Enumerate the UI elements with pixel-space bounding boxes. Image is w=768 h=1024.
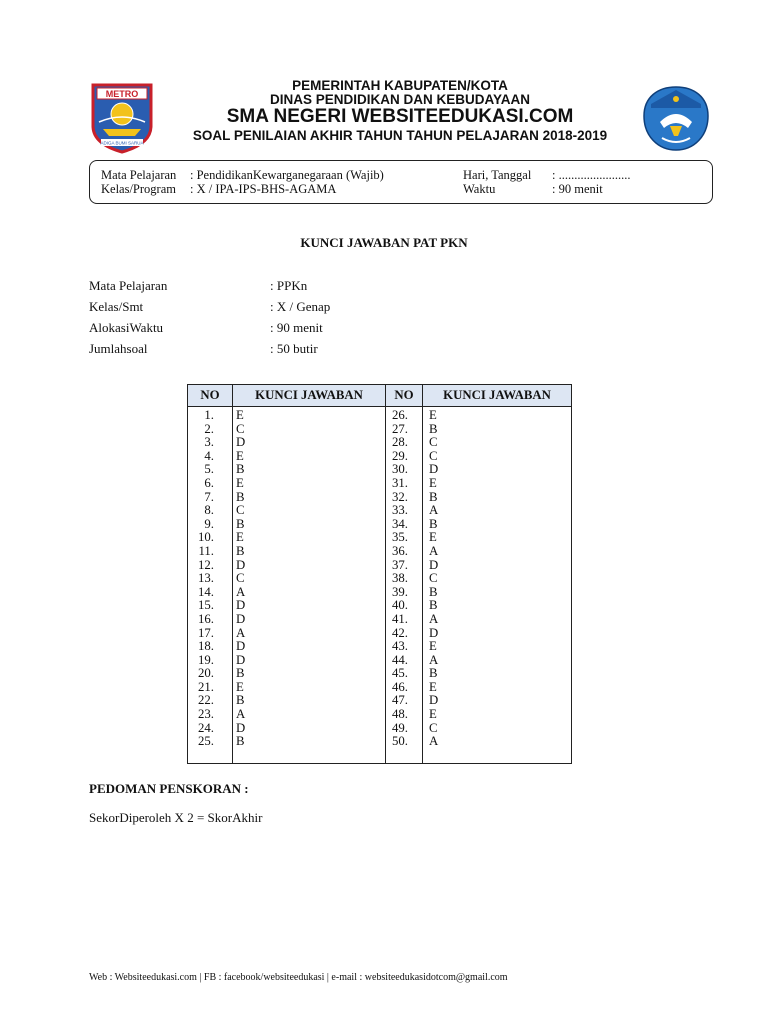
right-answer-column [423,407,572,764]
answer-key: E [429,475,437,490]
time-value: : 90 menit [552,182,603,196]
answer-key: D [429,557,439,572]
question-number: 37. [392,557,408,572]
answer-key: D [236,435,246,450]
question-number: 27. [392,421,408,436]
answer-key: B [429,421,438,436]
answer-key: C [236,503,245,518]
meta-time-label: AlokasiWaktu [89,320,164,335]
question-number: 43. [392,639,408,654]
question-number: 15. [198,598,214,613]
answer-key: A [429,503,439,518]
left-number-column [188,407,233,764]
question-number: 7. [204,489,214,504]
answer-key: C [236,571,245,586]
question-number: 19. [198,652,214,667]
col-header-no-right: NO [386,385,423,407]
question-number: 10. [198,530,214,545]
answer-key: E [236,475,244,490]
answer-key: A [236,707,246,722]
answer-key: A [236,625,246,640]
answer-key: A [429,734,439,749]
question-number: 14. [198,584,214,599]
answer-key: B [236,734,245,749]
date-label: Hari, Tanggal [463,168,532,182]
answer-key: A [429,652,439,667]
header-department: DINAS PENDIDIKAN DAN KEBUDAYAAN [269,92,531,107]
header-school-name: SMA NEGERI WEBSITEEDUKASI.COM [226,106,574,127]
question-number: 38. [392,571,408,586]
question-number: 25. [198,734,214,749]
answer-key: C [429,571,438,586]
question-number: 30. [392,462,408,477]
answer-key: C [429,435,438,450]
answer-key: B [236,543,245,558]
question-number: 18. [198,639,214,654]
question-number: 11. [198,543,214,558]
answer-key: D [236,598,246,613]
answer-key: C [429,720,438,735]
answer-key: E [429,530,437,545]
question-number: 4. [204,448,214,463]
answer-key: B [236,462,245,477]
answer-key: E [429,639,437,654]
answer-key: D [236,611,246,626]
question-number: 47. [392,693,408,708]
tut-wuri-handayani-logo [640,84,712,154]
answer-key: E [236,408,244,422]
question-number: 6. [204,475,214,490]
question-number: 36. [392,543,408,558]
meta-class-value: : X / Genap [270,299,331,314]
answer-key: A [429,611,439,626]
answer-key: D [429,462,439,477]
question-number: 24. [198,720,214,735]
col-header-answer-right: KUNCI JAWABAN [423,385,572,407]
answer-key: B [429,584,438,599]
question-number: 12. [198,557,214,572]
question-number: 34. [392,516,408,531]
date-value: : ....................... [552,168,631,182]
question-number: 49. [392,720,408,735]
subject-label: Mata Pelajaran [101,168,177,182]
answer-key: D [236,639,246,654]
answer-key: E [429,408,437,422]
question-number: 26. [392,408,408,422]
answer-key: B [236,516,245,531]
answer-key: A [236,584,246,599]
meta-subject-label: Mata Pelajaran [89,278,168,293]
answer-key: B [236,666,245,681]
meta-class-label: Kelas/Smt [89,299,144,314]
answer-key: C [236,421,245,436]
question-number: 40. [392,598,408,613]
question-number: 1. [204,408,214,422]
question-number: 3. [204,435,214,450]
question-number: 22. [198,693,214,708]
question-number: 46. [392,679,408,694]
meta-subject-value: : PPKn [270,278,308,293]
answer-key: B [236,693,245,708]
footer-contact: Web : Websiteedukasi.com | FB : facebook/websiteedukasi | e-mail : websiteedukasidotcom@gmail.com [89,972,508,983]
answer-key: B [429,598,438,613]
logo-left-motto: ADIGA BUMI SARUA [100,140,144,146]
time-label: Waktu [463,182,496,196]
question-number: 42. [392,625,408,640]
meta-count-label: Jumlahsoal [89,341,148,356]
question-number: 33. [392,503,408,518]
logo-left-title: METRO [105,89,139,99]
col-header-answer-left: KUNCI JAWABAN [233,385,386,407]
question-number: 35. [392,530,408,545]
subject-value: : PendidikanKewarganegaraan (Wajib) [190,168,384,182]
answer-key: E [429,707,437,722]
answer-key: B [236,489,245,504]
class-label: Kelas/Program [101,182,176,196]
answer-key: E [236,530,244,545]
question-number: 28. [392,435,408,450]
question-number: 44. [392,652,408,667]
exam-info-box [89,160,713,204]
question-number: 23. [198,707,214,722]
col-header-no-left: NO [188,385,233,407]
header-government: PEMERINTAH KABUPATEN/KOTA [292,78,508,93]
answer-key: D [429,625,439,640]
question-number: 48. [392,707,408,722]
page-title: KUNCI JAWABAN PAT PKN [300,235,468,250]
answer-key: A [429,543,439,558]
question-number: 13. [198,571,214,586]
answer-key-table [187,384,572,764]
question-number: 31. [392,475,408,490]
answer-key: E [429,679,437,694]
question-number: 32. [392,489,408,504]
answer-key: B [429,666,438,681]
question-number: 50. [392,734,408,749]
right-number-column [386,407,423,764]
answer-key: D [236,557,246,572]
metro-emblem-logo [89,82,155,154]
question-number: 2. [204,421,214,436]
question-number: 29. [392,448,408,463]
answer-key: E [236,679,244,694]
answer-key: D [429,693,439,708]
question-number: 9. [204,516,214,531]
answer-key: D [236,720,246,735]
meta-time-value: : 90 menit [270,320,323,335]
question-number: 21. [198,679,214,694]
answer-key: B [429,489,438,504]
class-value: : X / IPA-IPS-BHS-AGAMA [190,182,337,196]
question-number: 41. [392,611,408,626]
question-number: 8. [204,503,214,518]
answer-key: B [429,516,438,531]
left-answer-column [233,407,386,764]
question-number: 17. [198,625,214,640]
answer-key: E [236,448,244,463]
scoring-formula: SekorDiperoleh X 2 = SkorAkhir [89,810,263,825]
question-number: 39. [392,584,408,599]
meta-count-value: : 50 butir [270,341,318,356]
scoring-guide-title: PEDOMAN PENSKORAN : [89,781,249,796]
question-number: 16. [198,611,214,626]
answer-key: C [429,448,438,463]
answer-key: D [236,652,246,667]
question-number: 20. [198,666,214,681]
question-number: 45. [392,666,408,681]
header-exam-title: SOAL PENILAIAN AKHIR TAHUN TAHUN PELAJARAN 2018-2019 [192,128,608,143]
question-number: 5. [204,462,214,477]
